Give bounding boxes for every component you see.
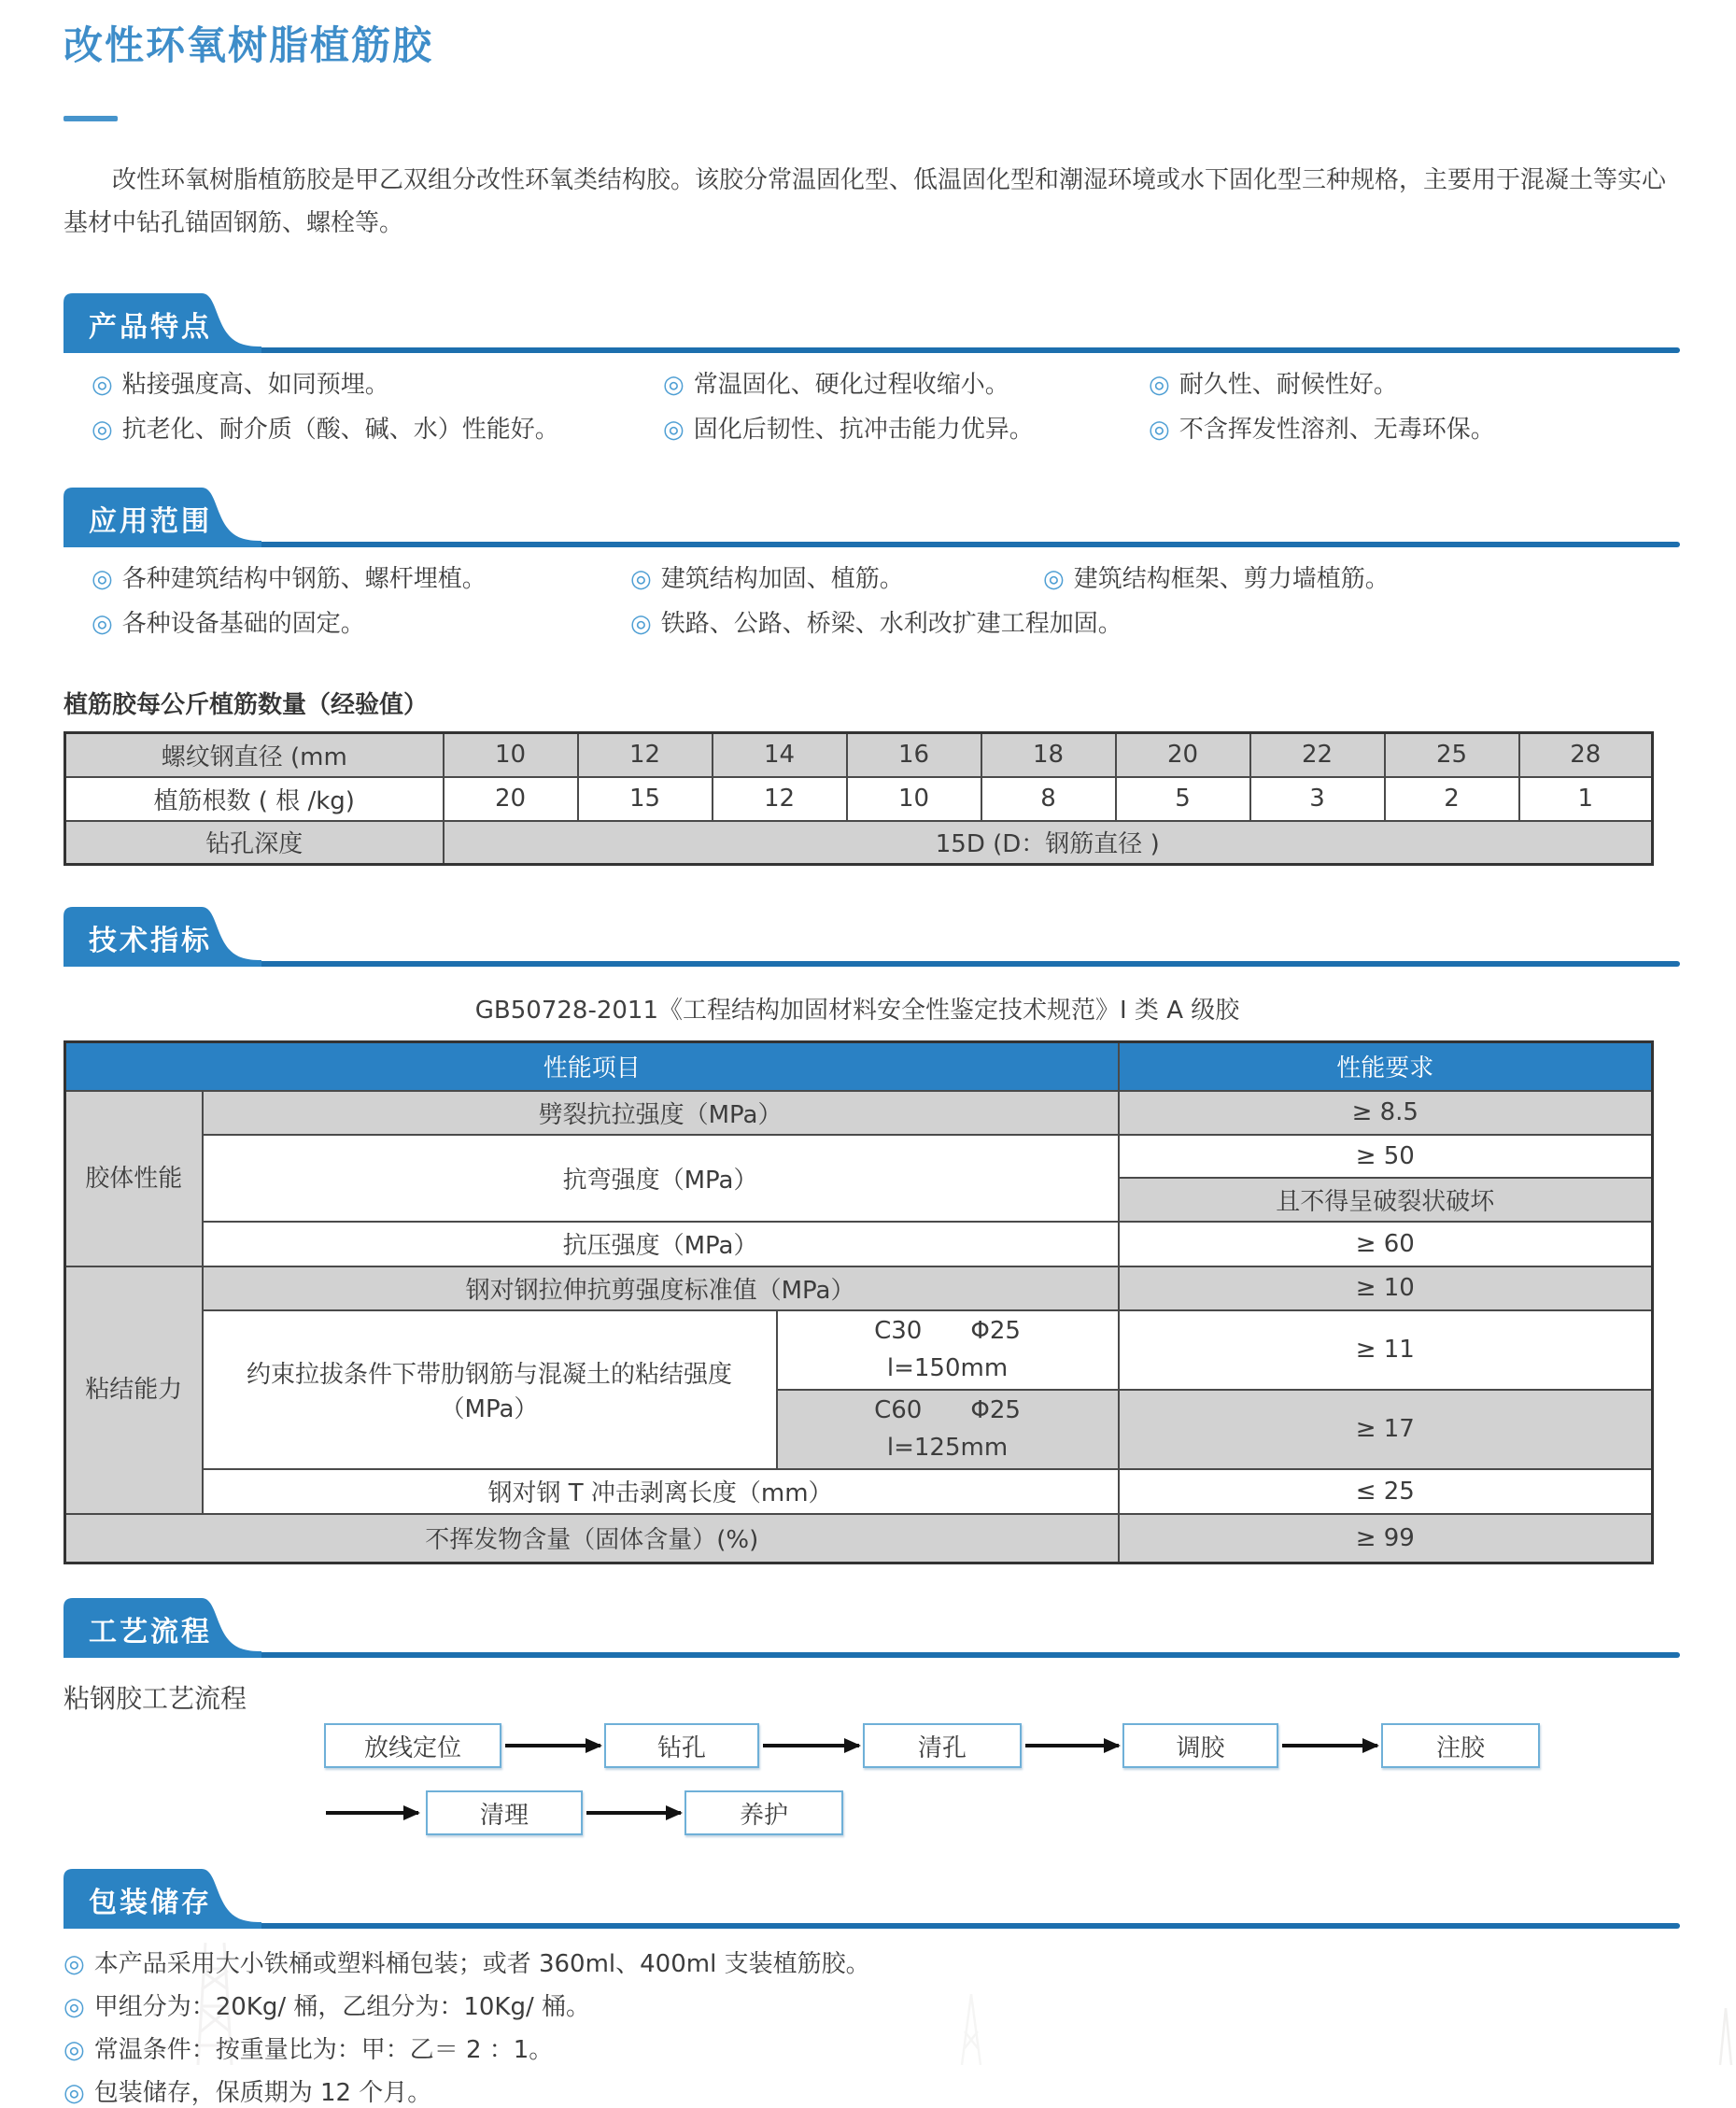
table-row [65,1091,1653,1135]
bullet-icon: ◎ [64,2079,85,2107]
table-cell: 25 [1385,733,1519,777]
row-header: 植筋根数 ( 根 /kg) [65,777,444,821]
spec-value: ≤ 25 [1119,1469,1653,1514]
spec-value: ≥ 99 [1119,1514,1653,1563]
list-item-text: 各种建筑结构中钢筋、螺杆埋植。 [121,565,487,593]
section-rule [71,347,1680,353]
section-rule [71,542,1680,547]
flow-step: 放线定位 [324,1723,501,1768]
section-heading: 工艺流程 [89,1616,212,1648]
condition-line: C30 Φ25 [874,1317,1021,1345]
bullet-icon: ◎ [92,371,113,399]
list-item-text: 耐久性、耐候性好。 [1179,371,1398,399]
spec-label: 钢对钢 T 冲击剥离长度（mm） [203,1469,1119,1514]
list-item [663,370,1149,400]
test-condition [777,1310,1119,1390]
bullet-icon: ◎ [92,610,113,638]
arrow-right-icon [763,1744,859,1747]
spec-label: 抗压强度（MPa） [203,1222,1119,1266]
table-cell: 10 [847,777,981,821]
table-row [65,1469,1653,1514]
section-badge-applications [64,488,267,547]
table-row [65,733,1653,777]
flow-step: 钻孔 [604,1723,759,1768]
section-head-tech [64,907,1680,967]
spec-label: 抗弯强度（MPa） [203,1135,1119,1222]
section-rule [71,1652,1680,1658]
condition-line: C60 Φ25 [874,1396,1021,1424]
bullet-icon: ◎ [630,565,652,593]
standard-reference: GB50728-2011《工程结构加固材料安全性鉴定技术规范》I 类 A 级胶 [474,997,1240,1025]
section-heading: 产品特点 [89,311,212,344]
section-rule [71,1923,1680,1929]
arrow-right-icon [505,1744,600,1747]
list-item [64,2078,1680,2108]
rebar-table-title: 植筋胶每公斤植筋数量（经验值） [64,691,429,719]
table-cell: 3 [1250,777,1385,821]
bullet-icon: ◎ [64,1950,85,1978]
arrow-right-icon [586,1811,681,1815]
list-item [92,370,663,400]
list-item [630,609,1680,639]
list-item-text: 包装储存，保质期为 12 个月。 [93,2079,432,2107]
section-head-features [64,293,1680,353]
spec-label: 不挥发物含量（固体含量）(%) [65,1514,1119,1563]
list-item [1043,564,1680,594]
packaging-list [64,1949,1680,2108]
bullet-icon: ◎ [64,1993,85,2021]
process-flowchart [64,1723,1680,1841]
bullet-icon: ◎ [663,371,685,399]
spec-label: 劈裂抗拉强度（MPa） [203,1091,1119,1135]
list-item-text: 粘接强度高、如同预埋。 [121,371,389,399]
table-row [65,1310,1653,1390]
list-item-text: 固化后韧性、抗冲击能力优异。 [693,416,1034,444]
arrow-right-icon [1282,1744,1377,1747]
spec-value: ≥ 50 [1119,1135,1653,1178]
list-item [1149,415,1680,445]
table-cell: 18 [981,733,1116,777]
table-cell: 16 [847,733,981,777]
table-row [65,1514,1653,1563]
title-underline [64,116,118,121]
watermark-edge [1716,2008,1735,2065]
table-cell: 15D (D：钢筋直径 ) [444,821,1653,865]
bullet-icon: ◎ [1149,371,1170,399]
table-row [65,1266,1653,1310]
spec-value: ≥ 11 [1119,1310,1653,1390]
flow-step: 调胶 [1122,1723,1278,1768]
bullet-icon: ◎ [1043,565,1065,593]
column-header: 性能要求 [1119,1042,1653,1091]
table-cell: 15 [578,777,713,821]
section-head-applications [64,488,1680,547]
table-cell: 28 [1519,733,1653,777]
row-header: 螺纹钢直径 (mm [65,733,444,777]
table-cell: 12 [578,733,713,777]
section-badge-packaging [64,1869,267,1929]
list-item [92,564,630,594]
column-header: 性能项目 [65,1042,1119,1091]
table-row [65,1222,1653,1266]
table-cell: 5 [1116,777,1250,821]
intro-paragraph: 改性环氧树脂植筋胶是甲乙双组分改性环氧类结构胶。该胶分常温固化型、低温固化型和潮湿环境或水下固化型三种规格，主要用于混凝土等实心基材中钻孔锚固钢筋、螺栓等。 [64,166,1667,237]
list-item-text: 建筑结构框架、剪力墙植筋。 [1073,565,1390,593]
table-row [65,1135,1653,1178]
list-item [64,2035,1680,2065]
section-head-process [64,1598,1680,1658]
table-row [65,821,1653,865]
applications-list [64,564,1680,639]
spec-value: ≥ 8.5 [1119,1091,1653,1135]
list-item [64,1992,1680,2022]
list-item-text: 不含挥发性溶剂、无毒环保。 [1179,416,1495,444]
list-item [92,609,630,639]
list-item [64,1949,1680,1979]
bullet-icon: ◎ [64,2036,85,2064]
section-badge-process [64,1598,267,1658]
section-heading: 技术指标 [89,925,212,957]
table-cell: 22 [1250,733,1385,777]
bullet-icon: ◎ [92,416,113,444]
list-item-text: 建筑结构加固、植筋。 [660,565,904,593]
table-cell: 10 [444,733,578,777]
spec-value: ≥ 10 [1119,1266,1653,1310]
section-badge-tech [64,907,267,967]
arrow-right-icon [326,1811,418,1815]
condition-line: l=150mm [886,1354,1009,1382]
table-cell: 14 [713,733,847,777]
bullet-icon: ◎ [630,610,652,638]
section-badge-features [64,293,267,353]
bullet-icon: ◎ [663,416,685,444]
flow-step: 注胶 [1381,1723,1540,1768]
condition-line: l=125mm [886,1434,1009,1462]
list-item-text: 各种设备基础的固定。 [121,610,365,638]
section-heading: 应用范围 [89,505,212,538]
group-header: 粘结能力 [65,1266,203,1514]
table-cell: 2 [1385,777,1519,821]
row-header: 钻孔深度 [65,821,444,865]
list-item [92,415,663,445]
spec-value: ≥ 60 [1119,1222,1653,1266]
spec-label: 约束拉拔条件下带肋钢筋与混凝土的粘结强度（MPa） [203,1310,777,1469]
flow-step: 清理 [426,1790,583,1835]
list-item-text: 甲组分为：20Kg/ 桶，乙组分为：10Kg/ 桶。 [93,1993,591,2021]
list-item-text: 常温固化、硬化过程收缩小。 [693,371,1009,399]
test-condition [777,1390,1119,1469]
list-item [630,564,1043,594]
rebar-count-table [64,731,1654,866]
table-cell: 20 [444,777,578,821]
spec-value: 且不得呈破裂状破坏 [1119,1178,1653,1222]
table-cell: 1 [1519,777,1653,821]
spec-value: ≥ 17 [1119,1390,1653,1469]
list-item [663,415,1149,445]
section-rule [71,961,1680,967]
section-heading: 包装储存 [89,1887,212,1919]
features-list [64,370,1680,445]
table-header-row [65,1042,1653,1091]
table-cell: 20 [1116,733,1250,777]
flow-step: 清孔 [863,1723,1022,1768]
arrow-right-icon [1025,1744,1119,1747]
section-head-packaging [64,1869,1680,1929]
bullet-icon: ◎ [1149,416,1170,444]
table-row [65,777,1653,821]
list-item-text: 本产品采用大小铁桶或塑料桶包装；或者 360ml、400ml 支装植筋胶。 [93,1950,870,1978]
flow-step: 养护 [685,1790,843,1835]
page-title: 改性环氧树脂植筋胶 [64,22,434,68]
bullet-icon: ◎ [92,565,113,593]
spec-label: 钢对钢拉伸抗剪强度标准值（MPa） [203,1266,1119,1310]
list-item [1149,370,1680,400]
tech-spec-table [64,1040,1654,1564]
list-item-text: 抗老化、耐介质（酸、碱、水）性能好。 [121,416,559,444]
list-item-text: 铁路、公路、桥梁、水利改扩建工程加固。 [660,610,1122,638]
table-cell: 8 [981,777,1116,821]
flow-subtitle: 粘钢胶工艺流程 [64,1683,247,1714]
group-header: 胶体性能 [65,1091,203,1266]
table-cell: 12 [713,777,847,821]
list-item-text: 常温条件：按重量比为：甲：乙＝ 2 ：1。 [93,2036,554,2064]
